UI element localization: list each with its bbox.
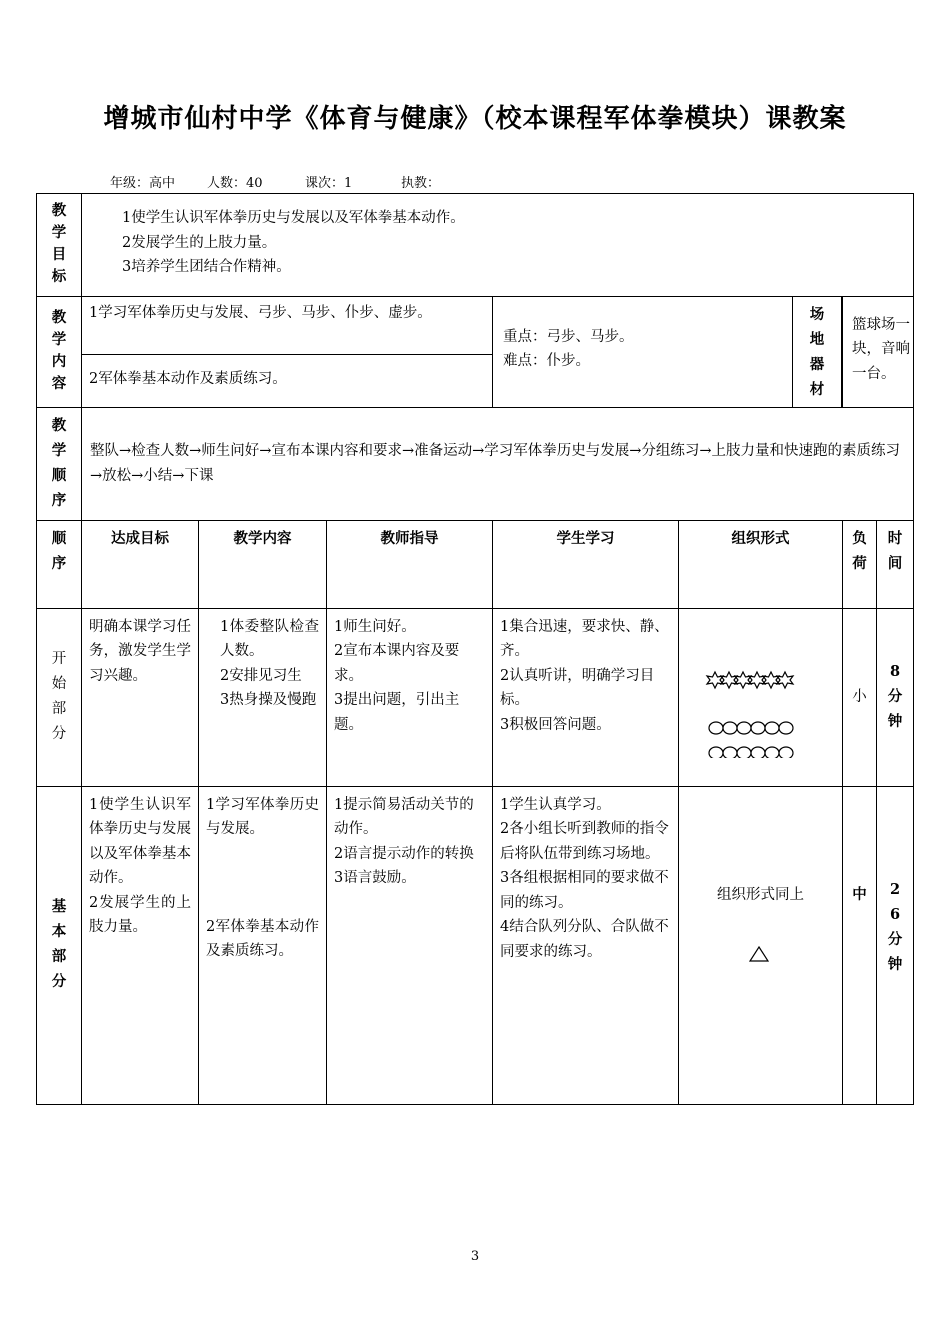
section-content: 1学习军体拳历史与发展。 2军体拳基本动作及素质练习。 [199,786,327,1104]
col-header-time: 时间 [877,520,914,608]
col-header-order: 顺序 [37,520,82,608]
objective-item: 1使学生认识军体拳历史与发展以及军体拳基本动作。 [122,210,465,226]
meta-count: 人数：40 [207,176,263,191]
content-item-2: 2军体拳基本动作及素质练习。 [89,370,287,387]
difficult-point: 难点：仆步。 [503,353,590,369]
section-content: 1体委整队检查人数。 2安排见习生 3热身操及慢跑 [199,608,327,786]
col-header-student: 学生学习 [493,520,679,608]
section-row-start [37,608,914,786]
venue-label: 场地器材 [792,297,842,407]
objectives-cell [82,194,914,297]
content-items-cell [82,296,493,407]
objective-item: 3培养学生团结合作精神。 [122,259,291,275]
section-organization: 组织形式同上 [679,786,843,1104]
col-header-content: 教学内容 [199,520,327,608]
meta-lesson: 课次：1 [305,176,353,191]
col-header-teacher: 教师指导 [327,520,493,608]
section-teacher: 1师生问好。 2宣布本课内容及要求。 3提出问题，引出主题。 [327,608,493,786]
section-student: 1集合迅速，要求快、静、齐。 2认真听讲，明确学习目标。 3积极回答问题。 [493,608,679,786]
section-name: 开始部分 [37,608,82,786]
objectives-label: 教学目标 [37,194,82,297]
objective-item: 2发展学生的上肢力量。 [122,234,277,251]
teacher-triangle-icon [749,946,769,962]
meta-grade: 年级：高中 [110,176,176,191]
section-teacher: 1提示简易活动关节的动作。 2语言提示动作的转换 3语言鼓励。 [327,786,493,1104]
content-label: 教学内容 [37,296,82,407]
section-time: 26分钟 [877,786,914,1104]
section-load: 中 [843,786,877,1104]
circle-row-2 [709,747,793,758]
section-load: 小 [843,608,877,786]
meta-teacher: 执教： [401,176,441,191]
col-header-load: 负荷 [843,520,877,608]
section-goal: 1使学生认识军体拳历史与发展以及军体拳基本动作。 2发展学生的上肢力量。 [82,786,199,1104]
col-header-goal: 达成目标 [82,520,199,608]
star-row [707,672,793,688]
page-number: 3 [470,1249,480,1264]
sequence-text: 整队→检查人数→师生问好→宣布本课内容和要求→准备运动→学习军体拳历史与发展→分组练习→上肢力量和快速跑的素质练习→放松→小结→下课 [82,407,914,520]
section-row-basic [37,786,914,1104]
formation-svg [679,628,843,758]
col-header-organization: 组织形式 [679,520,843,608]
key-points-cell [493,296,843,407]
section-name: 基本部分 [37,786,82,1104]
lesson-meta [110,172,440,191]
venue-text: 篮球场一块，音响一台。 [852,316,910,382]
circle-row-1 [709,722,793,734]
section-student: 1学生认真学习。 2各小组长听到教师的指令后将队伍带到练习场地。 3各组根据相同的要求做不同的练习。 4结合队列分队、合队做不同要求的练习。 [493,786,679,1104]
section-time: 8分钟 [877,608,914,786]
section-goal: 明确本课学习任务，激发学生学习兴趣。 [82,608,199,786]
formation-diagram [679,608,843,786]
key-point: 重点：弓步、马步。 [503,328,634,345]
venue-cell [843,296,914,407]
page-title: 增城市仙村中学《体育与健康》（校本课程军体拳模块）课教案 [103,104,847,134]
lesson-plan-table [36,193,914,1105]
sequence-label: 教学顺序 [37,407,82,520]
content-item-1: 1学习军体拳历史与发展、弓步、马步、仆步、虚步。 [82,297,492,355]
